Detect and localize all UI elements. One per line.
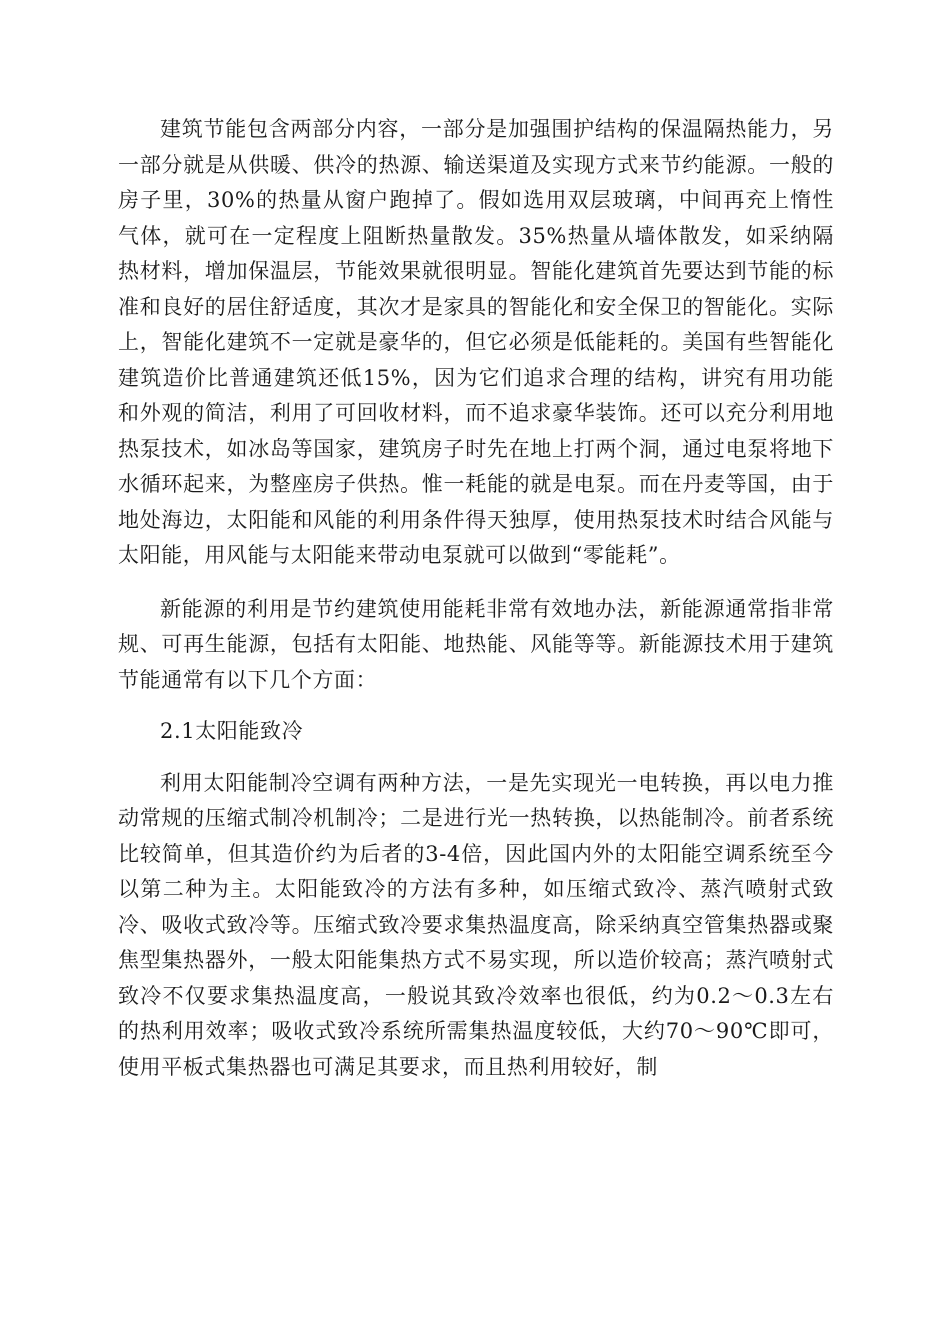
document-page [118, 112, 834, 1085]
section-heading-solar-cooling: 2.1太阳能致冷 [160, 719, 304, 743]
paragraph-new-energy: 新能源的利用是节约建筑使用能耗非常有效地办法，新能源通常指非常规、可再生能源，包括有太阳能、地热能、风能等等。新能源技术用于建筑节能通常有以下几个方面： [118, 596, 834, 692]
paragraph-building-energy-saving: 建筑节能包含两部分内容，一部分是加强围护结构的保温隔热能力，另一部分就是从供暖、供冷的热源、输送渠道及实现方式来节约能源。一般的房子里，30%的热量从窗户跑掉了。假如选用双层玻璃，中间再充上惰性气体，就可在一定程度上阻断热量散发。35%热量从墙体散发，如采纳隔热材料，增加保温层，节能效果就很明显。智能化建筑首先要达到节能的标准和良好的居住舒适度，其次才是家具的智能化和安全保卫的智能化。实际上，智能化建筑不一定就是豪华的，但它必须是低能耗的。美国有些智能化建筑造价比普通建筑还低15%，因为它们追求合理的结构，讲究有用功能和外观的简洁，利用了可回收材料，而不追求豪华装饰。还可以充分利用地热泵技术，如冰岛等国家，建筑房子时先在地上打两个洞，通过电泵将地下水循环起来，为整座房子供热。惟一耗能的就是电泵。而在丹麦等国，由于地处海边，太阳能和风能的利用条件得天独厚，使用热泵技术时结合风能与太阳能，用风能与太阳能来带动电泵就可以做到“零能耗”。 [118, 117, 834, 567]
paragraph-solar-cooling: 利用太阳能制冷空调有两种方法，一是先实现光一电转换，再以电力推动常规的压缩式制冷机制冷；二是进行光一热转换，以热能制冷。前者系统比较简单，但其造价约为后者的3-4倍，因此国内外的太阳能空调系统至今以第二种为主。太阳能致冷的方法有多种，如压缩式致冷、蒸汽喷射式致冷、吸收式致冷等。压缩式致冷要求集热温度高，除采纳真空管集热器或聚焦型集热器外，一般太阳能集热方式不易实现，所以造价较高；蒸汽喷射式致冷不仅要求集热温度高，一般说其致冷效率也很低，约为0.2～0.3左右的热利用效率；吸收式致冷系统所需集热温度较低，大约70～90℃即可，使用平板式集热器也可满足其要求，而且热利用较好，制 [118, 770, 834, 1079]
